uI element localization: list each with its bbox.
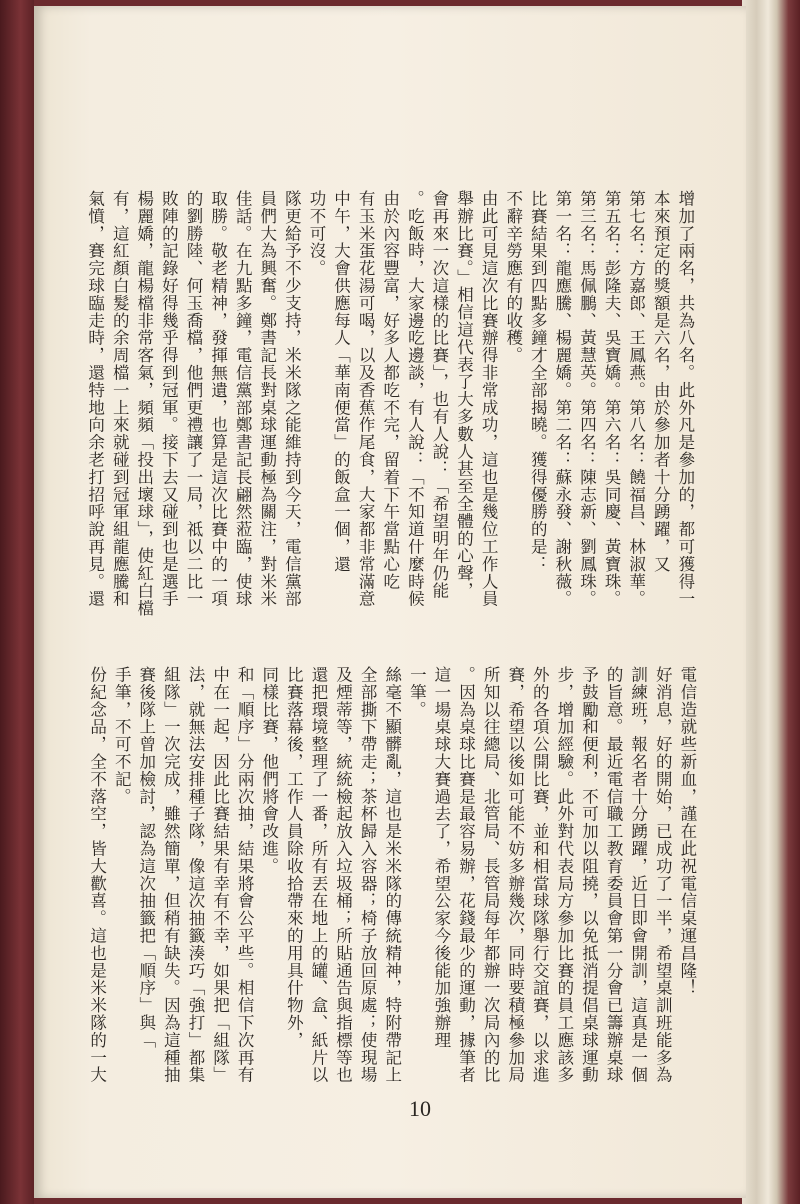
- text-column: 份紀念品，全不落空，皆大歡喜。這也是米米隊的一大: [87, 666, 107, 1084]
- text-column: 第七名：方嘉郎、王鳳燕。第八名：饒福昌、林淑華。: [626, 190, 646, 608]
- text-column: 比賽結果到四點多鐘才全部揭曉。獲得優勝的是：: [528, 190, 548, 573]
- text-column: 有，這紅顏白髮的余周檔一上來就碰到冠軍組龍應騰和: [110, 190, 130, 608]
- text-column: 法，就無法安排種子隊，像這次抽籤湊巧「強打」都集: [185, 666, 205, 1084]
- text-column: 會再來一次這樣的比賽」，也有人說：「希望明年仍能: [429, 190, 449, 600]
- text-column: 這一場桌球大賽過去了，希望公家今後能加強辦理: [431, 666, 451, 1049]
- text-column: 員們大為興奮。鄭書記長對桌球運動極為關注，對米米: [257, 190, 277, 608]
- text-column: 第五名：彭隆夫、吳寶嬌。第六名：吳同慶、黃寶珠。: [602, 190, 622, 608]
- text-column: 。吃飯時，大家邊吃邊談，有人說：「不知道什麼時候: [405, 190, 425, 608]
- text-column: 步，增加經驗。此外對代表局方參加比賽的員工應該多: [554, 666, 574, 1084]
- text-column: 全部撕下帶走；茶杯歸入容器；椅子放回原處；使現場: [358, 666, 378, 1084]
- book-page-stack-right: [742, 0, 800, 1204]
- text-column: 中午，大會供應每人「華南便當」的飯盒一個，還: [331, 190, 351, 573]
- text-column: 所知以往總局、北管局、長管局每年都辦一次局內的比: [481, 666, 501, 1084]
- text-column: 敗陣的記錄好得幾乎得到冠軍。接下去又碰到也是選手: [159, 190, 179, 608]
- text-column: 組隊」一次完成，雖然簡單，但稍有缺失。因為這種抽: [161, 666, 181, 1084]
- text-column: 電信造就些新血，謹在此祝電信桌運昌隆！: [677, 666, 697, 997]
- text-column: 好消息，好的開始，已成功了一半，希望桌訓班能多為: [653, 666, 673, 1084]
- text-column: 增加了兩名，共為八名。此外凡是參加的，都可獲得一: [675, 190, 695, 608]
- text-column: 訓練班，報名者十分踴躍，近日即會開訓，這真是一個: [628, 666, 648, 1084]
- upper-text-block: [82, 190, 697, 650]
- text-column: 比賽落幕後，工作人員除收拾帶來的用具什物外，: [284, 666, 304, 1049]
- text-column: 。因為桌球比賽是最容易辦，花錢最少的運動，據筆者: [456, 666, 476, 1084]
- text-column: 手筆，不可不記。: [112, 666, 132, 806]
- text-column: 賽，希望以後如可能不妨多辦幾次，同時要積極參加局: [505, 666, 525, 1084]
- text-column: 和「順序」分兩次抽，結果將會公平些。相信下次再有: [235, 666, 255, 1084]
- text-column: 楊麗嬌，龍楊檔非常客氣，頻頻「投出壞球」，使紅白檔: [134, 190, 154, 617]
- text-column: 還把環境整理了一番，所有丟在地上的罐、盒、紙片以: [308, 666, 328, 1084]
- text-column: 不辭辛勞應有的收穫。: [503, 190, 523, 364]
- text-column: 一筆。: [407, 666, 427, 719]
- text-column: 賽後隊上曾加檢討，認為這次抽籤把「順序」與「: [136, 666, 156, 1049]
- text-column: 予鼓勵和便利，不可加以阻撓，以免抵消提倡桌球運動: [579, 666, 599, 1084]
- book-page: [34, 6, 746, 1198]
- text-column: 的劉勝陸、何玉喬檔，他們更禮讓了一局，祗以二比一: [183, 190, 203, 608]
- text-column: 佳話。在九點多鐘，電信黨部鄭書記長翩然蒞臨，使球: [233, 190, 253, 608]
- text-column: 第三名：馬佩鵬、黃慧英。第四名：陳志新、劉鳳珠。: [577, 190, 597, 608]
- text-column: 外的各項公開比賽，並和相當球隊舉行交誼賽，以求進: [530, 666, 550, 1084]
- text-column: 舉辦比賽。」相信這代表了大多數人甚至全體的心聲，: [454, 190, 474, 600]
- text-column: 的旨意。最近電信職工教育委員會第一分會已籌辦桌球: [604, 666, 624, 1084]
- book-cover-left-edge: [0, 0, 34, 1204]
- lower-text-block: [84, 666, 699, 1136]
- text-column: 第一名：龍應騰、楊麗嬌。第二名：蘇永發、謝秋薇。: [552, 190, 572, 608]
- text-column: 中在一起，因此比賽結果有幸有不幸，如果把「組隊」: [210, 666, 230, 1084]
- text-column: 功不可沒。: [306, 190, 326, 277]
- text-column: 取勝。敬老精神，發揮無遺，也算是這次比賽中的一項: [208, 190, 228, 608]
- text-column: 由此可見這次比賽辦得非常成功，這也是幾位工作人員: [479, 190, 499, 608]
- text-column: 絲毫不顯髒亂，這也是米米隊的傳統精神，特附帶記上: [382, 666, 402, 1084]
- text-column: 及煙蒂等，統統檢起放入垃圾桶；所貼通告與指標等也: [333, 666, 353, 1084]
- text-column: 由於內容豐富，好多人都吃不完，留着下午當點心吃: [380, 190, 400, 591]
- text-column: 氣憤，賽完球臨走時，還特地向余老打招呼說再見。還: [85, 190, 105, 608]
- text-column: 隊更給予不少支持，米米隊之能維持到今天，電信黨部: [282, 190, 302, 608]
- page-number: 10: [409, 1096, 431, 1121]
- text-column: 有玉米蛋花湯可喝，以及香蕉作尾食，大家都非常滿意: [356, 190, 376, 608]
- text-column: 同樣比賽，他們將會改進。: [259, 666, 279, 875]
- text-column: 本來預定的獎額是六名，由於參加者十分踴躍，又: [651, 190, 671, 573]
